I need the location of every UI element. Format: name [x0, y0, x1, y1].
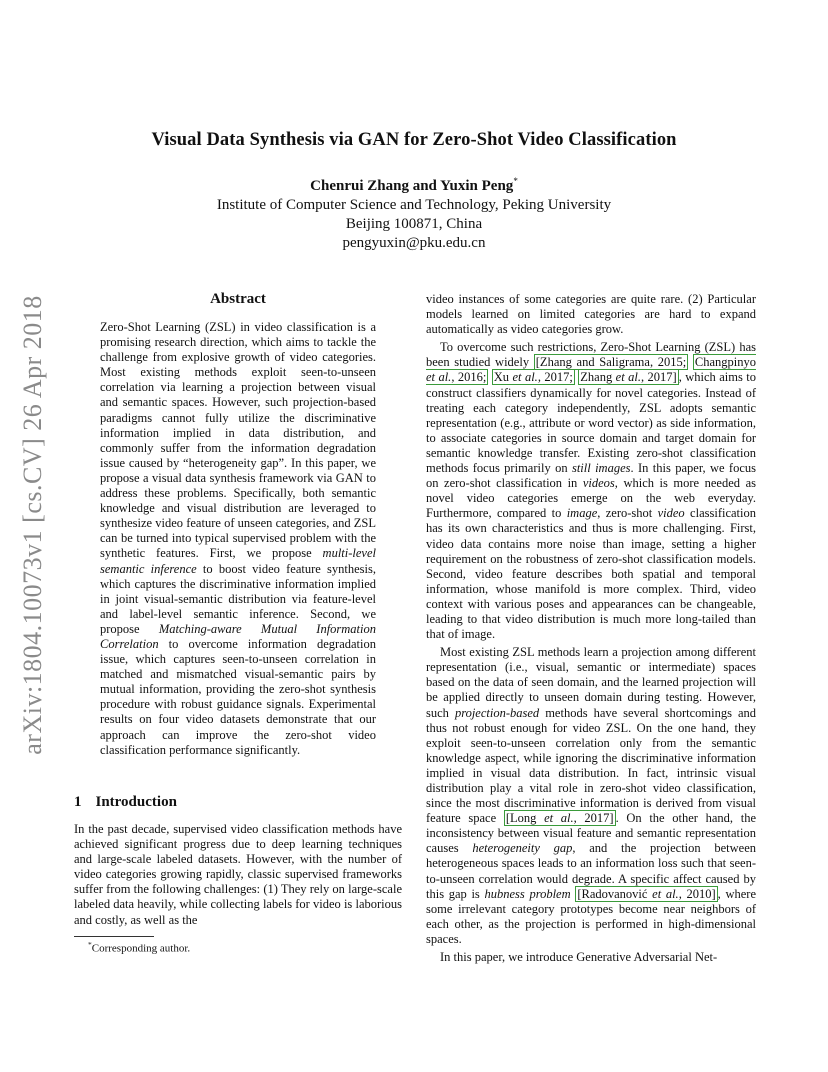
footnote-rule [74, 936, 154, 937]
citation-link[interactable]: Zhang et al., 2017] [580, 370, 677, 385]
citation-link[interactable]: Changpinyo et al., 2016; [426, 355, 757, 385]
right-paragraph-3: Most existing ZSL methods learn a projection among different representation (i.e., visual, semantic or intermediate) spaces based on the data of seen domain, and the learned projection will be applied directly to unseen domain during testing. However, such projection-based methods have several shortcomings and thus not robust enough for video ZSL. On the one hand, they exploit seen-to-unseen correlation only from the semantic knowledge aspect, while ignoring the discriminative information implied in visual data distribution. In fact, intrinsic visual distribution play a vital role in zero-shot video classification, since the most discriminative information is derived from visual feature space [Long et al., 2017] . On the other hand, the inconsistency between visual feature and semantic representation causes heterogeneity gap, and the projection between heterogeneous spaces leads to an information loss such that seen-to-unseen correlation would degrade. A specific affect caused by this gap is hubness problem [Radovanović et al., 2010] , where some irrelevant category prototypes become near neighbors of each other, as the projection is performed in high-dimensional spaces. [426, 645, 757, 946]
citation-link[interactable]: [Radovanović et al., 2010] [577, 886, 716, 901]
affiliation: Institute of Computer Science and Technology, Peking University [216, 197, 612, 213]
intro-paragraph: In the past decade, supervised video classification methods have achieved significant progress due to deep learning techniques and large-scale labeled datasets. However, with the number of video categories growing rapidly, classic supervised frameworks suffer from the following challenges: (1) They rely on large-scale labeled data heavily, while collecting labels for video is laborious and costly, as well as the [74, 822, 402, 927]
paper-authors: Chenrui Zhang and Yuxin Peng* [310, 176, 518, 194]
right-paragraph-1: video instances of some categories are quite rare. (2) Particular models learned on limited categories are hard to expand automatically as video categories grow. [426, 292, 756, 337]
citation-link[interactable]: [Zhang and Saligrama, 2015; [535, 355, 687, 370]
section-heading-introduction: 1 Introduction [74, 794, 177, 810]
abstract-body: Zero-Shot Learning (ZSL) in video classification is a promising research direction, which aims to tackle the challenge from explosive growth of video categories. Most existing methods exploit seen-to-unseen correlation via learning a projection between visual and semantic spaces. However, such projection-based paradigms cannot fully utilize the discriminative information implied in data distribution, and commonly suffer from the information degradation issue caused by “heterogeneity gap”. In this paper, we propose a visual data synthesis framework via GAN to address these problems. Specifically, both semantic knowledge and visual distribution are leveraged to synthesize video feature of unseen categories, and ZSL can be turned into typical supervised problem with the synthetic features. First, we propose multi-level semantic inference to boost video feature synthesis, which captures the discriminative information implied in joint visual-semantic distribution via feature-level and label-level semantic inference. Second, we propose Matching-aware Mutual Information Correlation to overcome information degradation issue, which captures seen-to-unseen correlation in matched and mismatched visual-semantic pairs by mutual information, providing the zero-shot synthesis procedure with robust guidance signals. Experimental results on four video datasets demonstrate that our approach can improve the zero-shot video classification performance significantly. [100, 320, 377, 757]
email[interactable]: pengyuxin@pku.edu.cn [342, 235, 486, 251]
footnote: *Corresponding author. [88, 940, 191, 955]
address: Beijing 100871, China [345, 216, 483, 232]
arxiv-id: arXiv:1804.10073v1 [cs.CV] 26 Apr 2018 [18, 295, 47, 755]
citation-link[interactable]: Xu et al., 2017; [493, 370, 573, 385]
abstract-heading: Abstract [210, 291, 266, 307]
right-column [426, 292, 756, 965]
right-paragraph-4: In this paper, we introduce Generative Adversarial Net- [440, 950, 718, 965]
paper-title: Visual Data Synthesis via GAN for Zero-Shot Video Classification [151, 130, 677, 150]
citation-link[interactable]: [Long et al., 2017] [505, 811, 614, 826]
arxiv-stamp [18, 290, 48, 760]
right-paragraph-2: To overcome such restrictions, Zero-Shot Learning (ZSL) has been studied widely [Zhang and Saligrama, 2015; Changpinyo et al., 2016; Xu et al., 2017; Zhang et al., 2017] , which aims to construct classifiers dynamically for novel categories. Instead of treating each category independently, ZSL adopts semantic representation (e.g., attribute or word vector) as side information, to associate categories in source domain and target domain for semantic knowledge transfer. Existing zero-shot classification methods focus primarily on still images. In this paper, we focus on zero-shot classification in videos, which is more needed as novel video categories emerge on the web everyday. Furthermore, compared to image, zero-shot video classification has its own characteristics and thus is more challenging. First, video data contains more noise than image, setting a higher requirement on the robustness of zero-shot classification models. Second, video feature describes both spatial and temporal information, whose manifold is more complex. Third, video context with various poses and appearances can be changeable, leading to that video distribution is much more long-tailed than that of image. [426, 340, 757, 642]
